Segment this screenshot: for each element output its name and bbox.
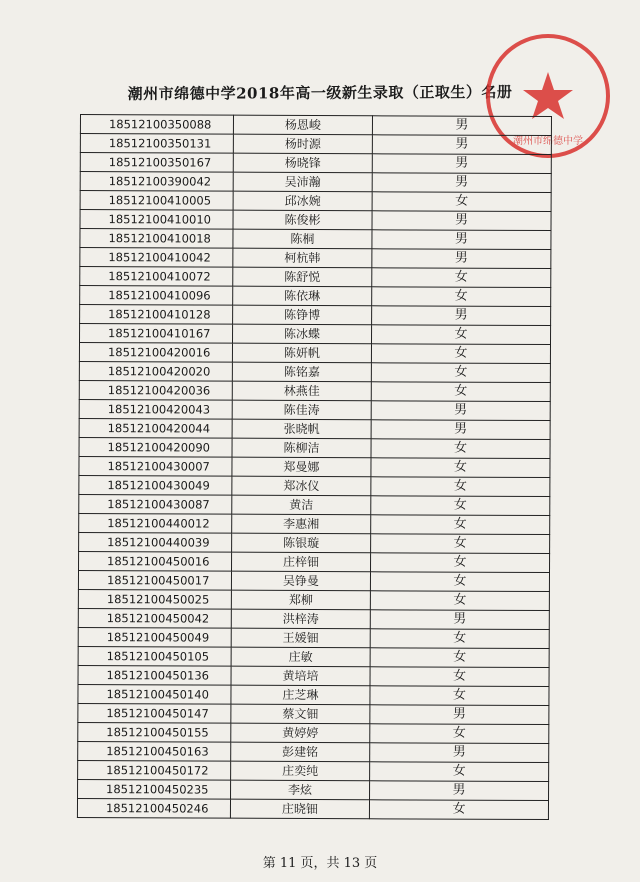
table-row (79, 475, 550, 496)
student-id-cell: 18512100420036 (79, 380, 232, 400)
student-name-cell: 陈桐 (233, 229, 372, 249)
table-row (80, 324, 551, 345)
student-gender-cell: 女 (371, 439, 550, 459)
table-row (80, 115, 551, 136)
table-row (80, 191, 551, 212)
table-body (77, 115, 551, 820)
table-row (80, 248, 551, 269)
student-name-cell: 吴沛瀚 (233, 172, 372, 192)
student-gender-cell: 女 (370, 686, 549, 706)
student-id-cell: 18512100410042 (80, 248, 233, 268)
student-gender-cell: 女 (372, 268, 551, 288)
student-id-cell: 18512100450016 (79, 551, 232, 571)
table-row (79, 418, 550, 439)
student-gender-cell: 女 (371, 477, 550, 497)
student-name-cell: 李惠湘 (232, 514, 371, 534)
student-gender-cell: 女 (370, 572, 549, 592)
student-id-cell: 18512100450155 (78, 722, 231, 742)
table-row (80, 210, 551, 231)
student-name-cell: 黄培培 (231, 666, 370, 686)
table-row (78, 741, 549, 762)
student-gender-cell: 女 (371, 458, 550, 478)
student-id-cell: 18512100390042 (80, 172, 233, 192)
table-row (79, 380, 550, 401)
student-id-cell: 18512100410005 (80, 191, 233, 211)
student-gender-cell: 男 (371, 401, 550, 421)
student-gender-cell: 男 (372, 135, 551, 155)
table-row (79, 361, 550, 382)
student-id-cell: 18512100410010 (80, 210, 233, 230)
student-gender-cell: 男 (372, 306, 551, 326)
student-name-cell: 陈舒悦 (233, 267, 372, 287)
document-title: 潮州市绵德中学2018年高一级新生录取（正取生）名册 (127, 82, 513, 104)
student-name-cell: 杨时源 (233, 134, 372, 154)
student-gender-cell: 女 (371, 496, 550, 516)
student-name-cell: 陈佳涛 (232, 400, 371, 420)
student-gender-cell: 女 (371, 363, 550, 383)
student-name-cell: 彭建铭 (231, 742, 370, 762)
student-id-cell: 18512100420016 (79, 343, 232, 363)
student-gender-cell: 男 (372, 249, 551, 269)
student-id-cell: 18512100350131 (80, 134, 233, 154)
student-id-cell: 18512100420044 (79, 418, 232, 438)
table-row (79, 494, 550, 515)
student-id-cell: 18512100450246 (77, 798, 230, 818)
student-gender-cell: 男 (370, 743, 549, 763)
student-name-cell: 杨晓锋 (233, 153, 372, 173)
table-row (78, 589, 549, 610)
student-name-cell: 黄婷婷 (231, 723, 370, 743)
table-row (79, 513, 550, 534)
student-id-cell: 18512100450049 (78, 627, 231, 647)
table-row (78, 608, 549, 629)
student-gender-cell: 男 (372, 116, 551, 136)
student-gender-cell: 男 (370, 705, 549, 725)
table-row (78, 646, 549, 667)
student-gender-cell: 男 (372, 230, 551, 250)
table-row (78, 760, 549, 781)
student-id-cell: 18512100450147 (78, 703, 231, 723)
student-id-cell: 18512100410167 (80, 324, 233, 344)
student-name-cell: 陈柳洁 (232, 438, 371, 458)
table-row (80, 267, 551, 288)
table-row (78, 627, 549, 648)
student-name-cell: 陈冰蝶 (233, 324, 372, 344)
student-gender-cell: 男 (372, 154, 551, 174)
student-gender-cell: 男 (370, 610, 549, 630)
student-id-cell: 18512100350167 (80, 153, 233, 173)
student-gender-cell: 男 (372, 173, 551, 193)
student-name-cell: 杨恩峻 (233, 115, 372, 135)
seal-text: 潮州市绵德中学 (513, 136, 583, 147)
student-name-cell: 庄梓钿 (232, 552, 371, 572)
student-name-cell: 吴铮曼 (231, 571, 370, 591)
student-gender-cell: 女 (371, 534, 550, 554)
student-name-cell: 黄洁 (232, 495, 371, 515)
student-gender-cell: 女 (370, 648, 549, 668)
student-gender-cell: 女 (369, 800, 548, 820)
student-id-cell: 18512100430007 (79, 456, 232, 476)
table-row (79, 343, 550, 364)
table-row (79, 399, 550, 420)
table-row (78, 722, 549, 743)
student-id-cell: 18512100450163 (78, 741, 231, 761)
student-name-cell: 陈铭嘉 (232, 362, 371, 382)
table-row (80, 134, 551, 155)
student-id-cell: 18512100440012 (79, 513, 232, 533)
student-id-cell: 18512100450042 (78, 608, 231, 628)
student-gender-cell: 女 (371, 553, 550, 573)
student-gender-cell: 男 (370, 781, 549, 801)
student-gender-cell: 女 (370, 667, 549, 687)
student-gender-cell: 女 (370, 724, 549, 744)
table-row (78, 684, 549, 705)
student-id-cell: 18512100440039 (79, 532, 232, 552)
student-id-cell: 18512100420020 (79, 361, 232, 381)
student-name-cell: 林燕佳 (232, 381, 371, 401)
student-name-cell: 陈铮博 (233, 305, 372, 325)
student-name-cell: 陈银璇 (232, 533, 371, 553)
table-row (80, 153, 551, 174)
student-name-cell: 邱冰婉 (233, 191, 372, 211)
student-id-cell: 18512100420043 (79, 399, 232, 419)
student-name-cell: 郑曼娜 (232, 457, 371, 477)
student-id-cell: 18512100430049 (79, 475, 232, 495)
table-row (78, 703, 549, 724)
student-name-cell: 张晓帆 (232, 419, 371, 439)
student-id-cell: 18512100410096 (80, 286, 233, 306)
table-row (78, 779, 549, 800)
student-name-cell: 郑冰仪 (232, 476, 371, 496)
student-name-cell: 王媛钿 (231, 628, 370, 648)
page-footer: 第 11 页，共 13 页 (262, 856, 378, 871)
seal-star (523, 72, 573, 119)
student-id-cell: 18512100450140 (78, 684, 231, 704)
student-id-cell: 18512100450105 (78, 646, 231, 666)
student-id-cell: 18512100430087 (79, 494, 232, 514)
student-id-cell: 18512100450136 (78, 665, 231, 685)
table-row (79, 532, 550, 553)
student-gender-cell: 女 (371, 344, 550, 364)
student-gender-cell: 女 (371, 515, 550, 535)
admission-table (77, 114, 552, 820)
student-name-cell: 郑柳 (231, 590, 370, 610)
student-gender-cell: 女 (370, 762, 549, 782)
table-row (80, 305, 551, 326)
table-row (79, 456, 550, 477)
table-row (78, 665, 549, 686)
student-id-cell: 18512100410018 (80, 229, 233, 249)
student-name-cell: 李炫 (231, 780, 370, 800)
table-row (80, 172, 551, 193)
student-gender-cell: 男 (372, 211, 551, 231)
table-row (79, 551, 550, 572)
student-name-cell: 庄晓钿 (230, 799, 369, 819)
table-row (80, 229, 551, 250)
table-row (80, 286, 551, 307)
student-name-cell: 陈妍帆 (232, 343, 371, 363)
student-id-cell: 18512100450172 (78, 760, 231, 780)
student-id-cell: 18512100410128 (80, 305, 233, 325)
student-gender-cell: 女 (372, 192, 551, 212)
student-gender-cell: 女 (372, 287, 551, 307)
table-row (78, 570, 549, 591)
student-id-cell: 18512100450235 (78, 779, 231, 799)
student-id-cell: 18512100420090 (79, 437, 232, 457)
student-name-cell: 蔡文钿 (231, 704, 370, 724)
student-id-cell: 18512100410072 (80, 267, 233, 287)
student-name-cell: 庄奕纯 (231, 761, 370, 781)
student-name-cell: 庄芝琳 (231, 685, 370, 705)
student-id-cell: 18512100350088 (80, 115, 233, 135)
student-name-cell: 柯杭韩 (233, 248, 372, 268)
student-gender-cell: 男 (371, 420, 550, 440)
table-row (79, 437, 550, 458)
student-name-cell: 洪梓涛 (231, 609, 370, 629)
table-row (77, 798, 548, 819)
student-gender-cell: 女 (372, 325, 551, 345)
student-gender-cell: 女 (370, 591, 549, 611)
student-name-cell: 陈俊彬 (233, 210, 372, 230)
student-name-cell: 陈依琳 (233, 286, 372, 306)
student-id-cell: 18512100450017 (78, 570, 231, 590)
student-id-cell: 18512100450025 (78, 589, 231, 609)
student-name-cell: 庄敏 (231, 647, 370, 667)
student-gender-cell: 女 (371, 382, 550, 402)
student-gender-cell: 女 (370, 629, 549, 649)
